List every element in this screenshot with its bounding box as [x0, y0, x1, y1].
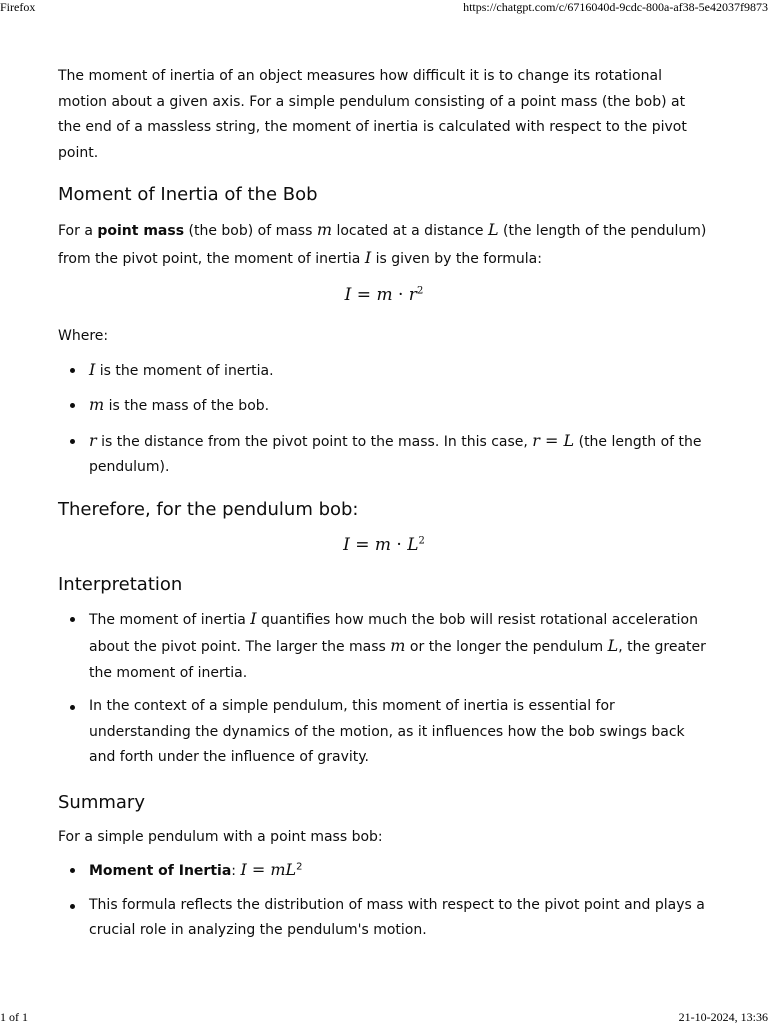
list-item: This formula reflects the distribution of mass with respect to the pivot point and plays a crucial role in analyzing the pendulum's motion.	[58, 893, 710, 944]
print-footer	[0, 1010, 768, 1024]
list-item: m is the mass of the bob.	[58, 392, 710, 420]
list-item: Moment of Inertia: $I = mL^2$	[58, 857, 710, 885]
heading-moment-of-inertia-bob: Moment of Inertia of the Bob	[58, 184, 318, 205]
list-item: r is the distance from the pivot point to the mass. In this case, r = L (the length of the pendulum).	[58, 428, 710, 481]
heading-therefore: Therefore, for the pendulum bob:	[58, 498, 359, 520]
equation-i-m-l2: $I = m \cdot L^2$	[343, 534, 425, 555]
point-mass-bold: point mass	[97, 223, 185, 239]
heading-summary: Summary	[58, 791, 145, 813]
list-item: I is the moment of inertia.	[58, 357, 710, 385]
intro-paragraph: The moment of inertia of an object measures how difficult it is to change its rotational motion about a given axis. For a simple pendulum consisting of a point mass (the bob) at the end of a massless string, the moment of inertia is calculated with respect to the pivot point.	[58, 68, 687, 161]
print-timestamp: 21-10-2024, 13:36	[678, 1010, 768, 1024]
summary-paragraph: For a simple pendulum with a point mass bob:	[58, 828, 383, 845]
list-item: The moment of inertia I quantifies how much the bob will resist rotational acceleration about the pivot point. The larger the mass m or the longer the pendulum L, the greater the moment of inertia.	[58, 606, 710, 687]
math-L: L	[487, 220, 499, 239]
math-m: m	[316, 220, 333, 239]
document-content	[58, 64, 710, 944]
math-I: I	[364, 247, 372, 267]
interpretation-list	[58, 606, 710, 771]
print-header	[0, 0, 768, 16]
bob-paragraph: For a point mass (the bob) of mass m located at a distance L (the length of the pendulum) from the pivot point, the moment of inertia I is given by the formula:	[58, 220, 707, 267]
where-label: Where:	[58, 328, 109, 344]
page-count: 1 of 1	[0, 1010, 28, 1024]
summary-list	[58, 857, 710, 944]
equation-i-m-r2: $I = m \cdot r^2$	[344, 285, 424, 305]
print-header-url: https://chatgpt.com/c/6716040d-9cdc-800a-af38-5e42037f9873	[463, 0, 768, 14]
print-header-app: Firefox	[0, 0, 36, 14]
where-list	[58, 357, 710, 481]
list-item: In the context of a simple pendulum, this moment of inertia is essential for understanding the dynamics of the motion, as it influences how the bob swings back and forth under the influence of gravity.	[58, 694, 710, 771]
heading-interpretation: Interpretation	[58, 573, 183, 595]
